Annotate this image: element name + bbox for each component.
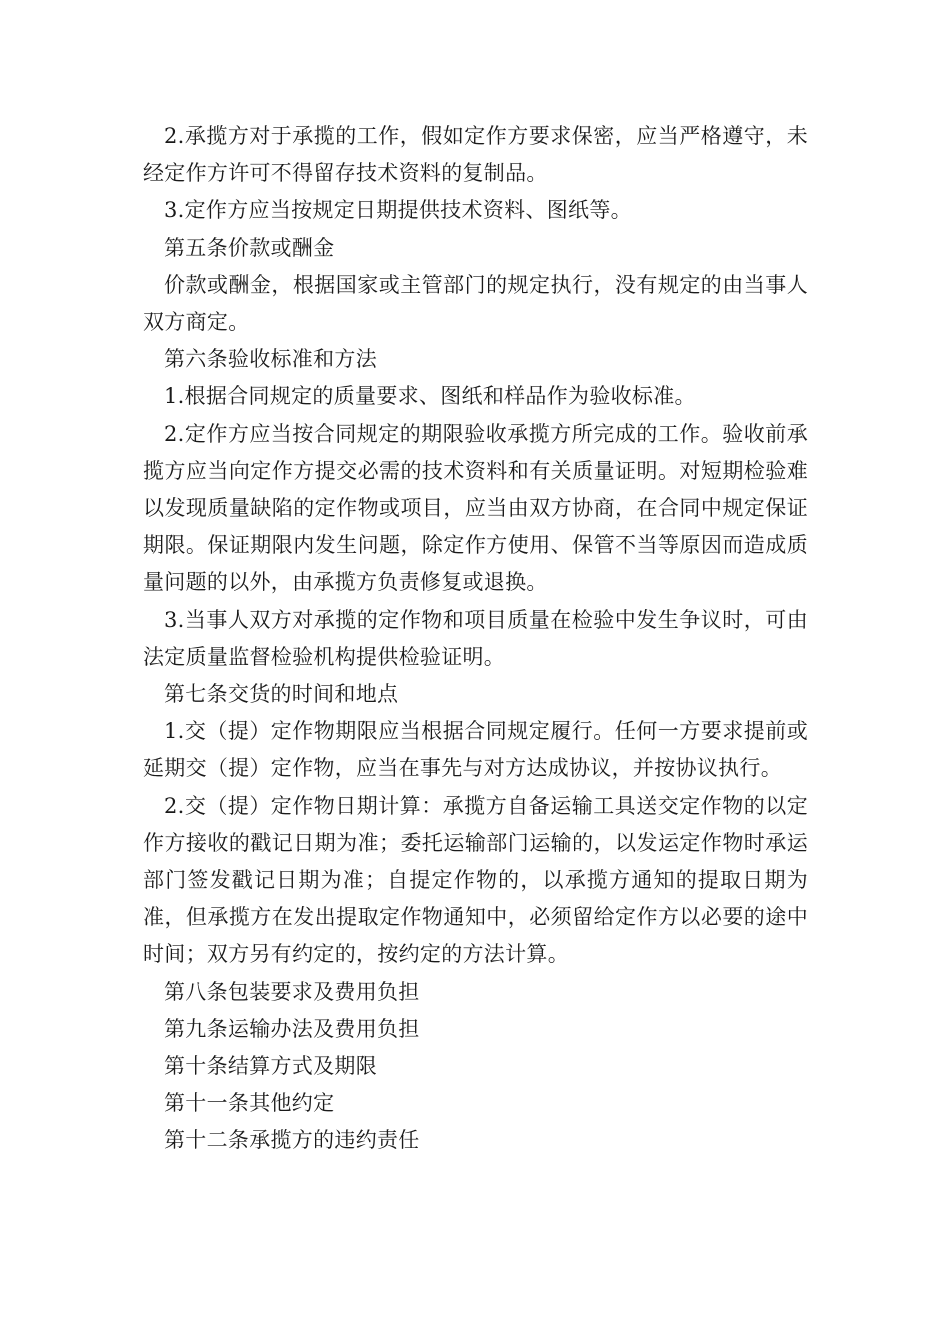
article-heading: 第七条交货的时间和地点 [164, 682, 399, 707]
clause-paragraph: 3.定作方应当按规定日期提供技术资料、图纸等。 [164, 198, 632, 223]
article-heading: 第六条验收标准和方法 [164, 347, 377, 372]
clause-paragraph: 1.根据合同规定的质量要求、图纸和样品作为验收标准。 [164, 384, 696, 409]
clause-paragraph: 1.交（提）定作物期限应当根据合同规定履行。任何一方要求提前或延期交（提）定作物，应当在事先与对方达成协议，并按协议执行。 [143, 719, 808, 781]
article-heading: 第八条包装要求及费用负担 [164, 979, 420, 1004]
article-heading: 第十一条其他约定 [164, 1091, 335, 1116]
document-body [143, 118, 808, 1160]
clause-paragraph: 2.承揽方对于承揽的工作，假如定作方要求保密，应当严格遵守，未经定作方许可不得留存技术资料的复制品。 [143, 124, 808, 186]
article-heading: 第十条结算方式及期限 [164, 1054, 377, 1079]
article-heading: 第十二条承揽方的违约责任 [164, 1128, 420, 1153]
article-heading: 第五条价款或酬金 [164, 235, 335, 260]
article-heading: 第九条运输办法及费用负担 [164, 1016, 420, 1041]
clause-paragraph: 2.定作方应当按合同规定的期限验收承揽方所完成的工作。验收前承揽方应当向定作方提交必需的技术资料和有关质量证明。对短期检验难以发现质量缺陷的定作物或项目，应当由双方协商，在合同中规定保证期限。保证期限内发生问题，除定作方使用、保管不当等原因而造成质量问题的以外，由承揽方负责修复或退换。 [143, 421, 808, 595]
clause-paragraph: 价款或酬金，根据国家或主管部门的规定执行，没有规定的由当事人双方商定。 [143, 272, 808, 335]
clause-paragraph: 2.交（提）定作物日期计算：承揽方自备运输工具送交定作物的以定作方接收的戳记日期为准；委托运输部门运输的，以发运定作物时承运部门签发戳记日期为准；自提定作物的，以承揽方通知的提取日期为准，但承揽方在发出提取定作物通知中，必须留给定作方以必要的途中时间；双方另有约定的，按约定的方法计算。 [143, 793, 808, 967]
clause-paragraph: 3.当事人双方对承揽的定作物和项目质量在检验中发生争议时，可由法定质量监督检验机构提供检验证明。 [143, 607, 808, 669]
